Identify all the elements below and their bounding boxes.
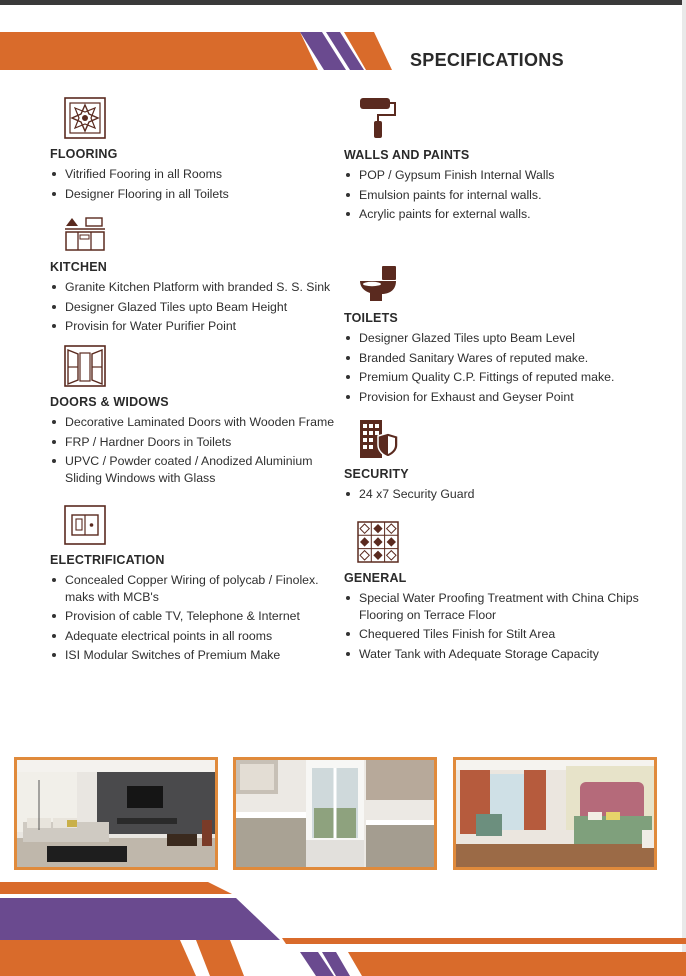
list-item: Designer Glazed Tiles upto Beam Height (50, 299, 340, 316)
list-item: ISI Modular Switches of Premium Make (50, 647, 320, 664)
list-item: Decorative Laminated Doors with Wooden Frame (50, 414, 340, 431)
list-item: Vitrified Fooring in all Rooms (50, 166, 340, 183)
security-building-icon (358, 417, 400, 459)
section-general (344, 521, 644, 665)
section-title: FLOORING (50, 147, 118, 161)
list-item: Designer Glazed Tiles upto Beam Level (344, 330, 644, 347)
living-room-photo (14, 757, 218, 870)
list-item: Premium Quality C.P. Fittings of reputed make. (344, 369, 644, 386)
kitchen-icon (64, 216, 106, 252)
list-item: Water Tank with Adequate Storage Capacity (344, 646, 644, 663)
chequered-tile-icon (357, 521, 399, 563)
list-item: Concealed Copper Wiring of polycab / Finolex. maks with MCB's (50, 572, 320, 605)
section-title: ELECTRIFICATION (50, 553, 165, 567)
list-item: Designer Flooring in all Toilets (50, 186, 340, 203)
switch-board-icon (64, 505, 106, 545)
bedroom-photo (453, 757, 657, 870)
list-item: Emulsion paints for internal walls. (344, 187, 644, 204)
top-border (0, 0, 686, 5)
list-item: Adequate electrical points in all rooms (50, 628, 320, 645)
page-title: SPECIFICATIONS (410, 50, 564, 70)
section-title: KITCHEN (50, 260, 107, 274)
list-item: UPVC / Powder coated / Anodized Aluminium Sliding Windows with Glass (50, 453, 340, 486)
list-item: Provision for Exhaust and Geyser Point (344, 389, 644, 406)
section-kitchen (50, 216, 340, 338)
header-banner (0, 28, 400, 74)
section-electrification (50, 505, 320, 667)
list-item: Granite Kitchen Platform with branded S. S. Sink (50, 279, 340, 296)
section-walls-paints (344, 96, 644, 226)
toilet-icon (358, 265, 400, 303)
section-security (344, 417, 644, 506)
kitchen-photo (233, 757, 437, 870)
list-item: Special Water Proofing Treatment with China Chips Flooring on Terrace Floor (344, 590, 644, 623)
footer-banner (0, 878, 686, 976)
list-item: FRP / Hardner Doors in Toilets (50, 434, 340, 451)
window-icon (64, 345, 106, 387)
section-doors-windows (50, 345, 340, 489)
list-item: Provision of cable TV, Telephone & Internet (50, 608, 320, 625)
list-item: 24 x7 Security Guard (344, 486, 644, 503)
list-item: Branded Sanitary Wares of reputed make. (344, 350, 644, 367)
section-title: SECURITY (344, 467, 409, 481)
flooring-tile-icon (64, 97, 106, 139)
list-item: Chequered Tiles Finish for Stilt Area (344, 626, 644, 643)
right-border (682, 0, 686, 976)
section-title: TOILETS (344, 311, 398, 325)
section-flooring (50, 97, 340, 205)
section-title: DOORS & WIDOWS (50, 395, 169, 409)
section-title: GENERAL (344, 571, 407, 585)
section-toilets (344, 265, 644, 408)
section-title: WALLS AND PAINTS (344, 148, 470, 162)
list-item: Provisin for Water Purifier Point (50, 318, 340, 335)
list-item: POP / Gypsum Finish Internal Walls (344, 167, 644, 184)
paint-roller-icon (358, 96, 400, 140)
list-item: Acrylic paints for external walls. (344, 206, 644, 223)
